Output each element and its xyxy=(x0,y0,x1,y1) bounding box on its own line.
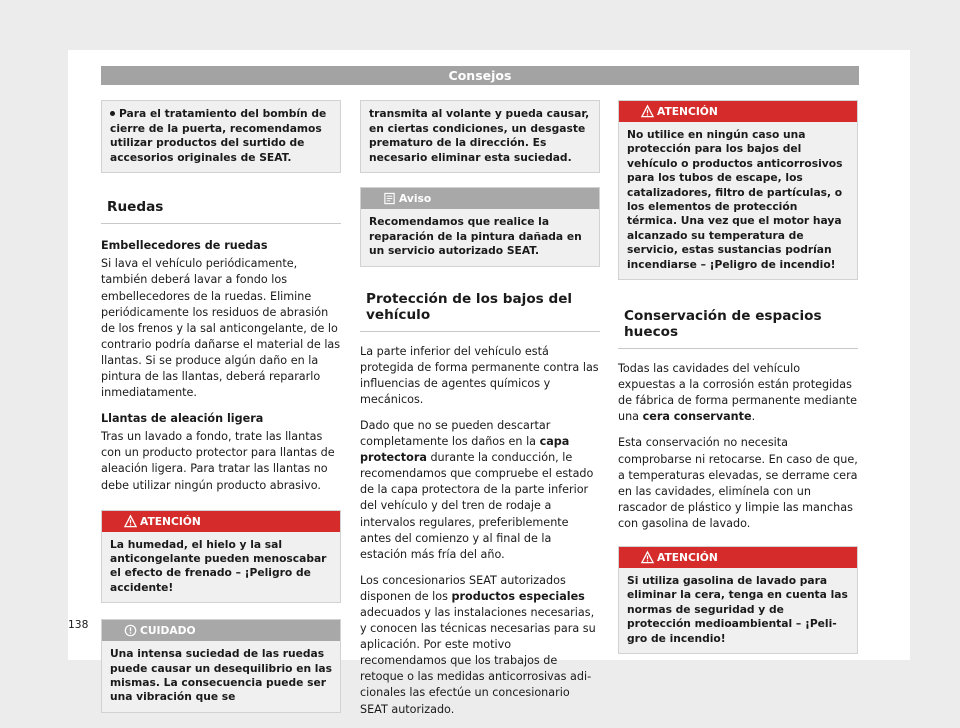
warning-label: ATENCIÓN xyxy=(657,105,718,118)
paragraph-bajos-3 xyxy=(360,573,600,718)
paragraph-bajos-1: La parte inferior del vehículo está protegida de forma permanente contra las influencias de agentes químicos y mecánicos. xyxy=(360,344,599,406)
text-run: Dado que no se pueden descartar completamente los daños en la xyxy=(360,418,551,449)
text-run: durante la conducción, le recomendamos que compruebe el estado de la capa protectora de la parte inferior del vehículo y del tren de rodaje a intervalos regulares, preferiblemente antes del comienzo y al final de la estación más fría del año. xyxy=(360,451,594,561)
page-number: 138 xyxy=(68,618,89,631)
tip-text: Para el tratamiento del bombín de cierre de la puerta, recomendamos utilizar productos del surtido de accesorios originales de SEAT. xyxy=(110,107,327,164)
note-text: Recomendamos que realice la reparación de la pintura dañada en un servicio autorizado SEAT. xyxy=(369,215,582,258)
section-title-ruedas: Ruedas xyxy=(101,199,341,224)
warning-header xyxy=(619,547,857,568)
section-title-huecos: Conservación de espacios huecos xyxy=(618,308,858,349)
subheading-llantas: Llantas de aleación ligera xyxy=(101,412,264,426)
paragraph-huecos-2: Esta conservación no necesita comprobarse ni retocarse. En caso de que, a temperaturas elevadas, se derrame cera en las cavidades, elimínela con un rascador de plástico y limpie las manchas con gasolina de lavado. xyxy=(618,436,858,530)
warning-header xyxy=(102,511,340,532)
text-run: Todas las cavidades del vehículo expuestas a la corrosión están protegidas de fábrica de forma permanente mediante una xyxy=(618,362,857,424)
bullet-icon xyxy=(110,111,115,116)
note-header xyxy=(361,188,599,209)
caution-header xyxy=(102,620,340,641)
note-label: Aviso xyxy=(399,192,432,206)
warning-triangle-icon xyxy=(641,105,654,118)
section-title-bajos: Protección de los bajos del vehículo xyxy=(360,291,600,332)
caution-box-ruedas xyxy=(101,619,341,713)
subheading-embellecedores: Embellecedores de ruedas xyxy=(101,239,268,253)
paragraph-embellecedores: Si lava el vehículo periódicamente, también deberá lavar a fondo los embellecedores de la ruedas. Elimine periódicamente los residuos de abrasión de los frenos y la sal anticongelante, de lo contrario podría dañarse el material de las llantas. Si se produce algún daño en la pintura de las llantas, deberá repararlo inmediatamente. xyxy=(101,257,341,400)
warning-box-frenado xyxy=(101,510,341,604)
warning-text: Si utiliza gasolina de lavado para eliminar la cera, tenga en cuenta las normas de seguridad y de protección medioambiental – ¡Peligro de incendio! xyxy=(627,574,848,645)
warning-label: ATENCIÓN xyxy=(657,551,718,564)
text-run: adecuados y las instalaciones necesarias, y conocen las técnicas necesarias para su aplicación. Por este motivo recomendamos que los trabajos de retoque o las medidas anticorrosivas adicionales las efectúe un concesionario SEAT autorizado. xyxy=(360,606,596,716)
tip-box xyxy=(101,100,341,173)
warning-text: La humedad, el hielo y la sal anticongelante pueden menoscabar el efecto de frenado – ¡Peligro de accidente! xyxy=(110,537,327,594)
caution-text: Una intensa suciedad de las ruedas puede causar un desequilibrio en las mismas. La consecuencia puede ser una vibración que se xyxy=(110,647,333,704)
warning-header xyxy=(619,101,857,122)
warning-text: No utilice en ningún caso una protección para los bajos del vehículo o productos anticorrosivos para los tubos de escape, los catalizadores, filtro de partículas, o los elementos de protección térmica. Una vez que el motor haya alcanzado su temperatura de servicio, estas sustancias podrían incendiarse – ¡Peligro de incendio! xyxy=(627,128,843,271)
note-icon xyxy=(383,192,396,205)
paragraph-bajos-2 xyxy=(360,418,600,563)
caution-continued-box: transmita al volante y pueda causar, en ciertas condiciones, un desgaste prematuro de la dirección. Es necesario eliminar esta suciedad. xyxy=(360,100,600,173)
info-circle-icon xyxy=(124,624,137,637)
text-run: . xyxy=(751,410,756,424)
warning-box-anticorrosivos xyxy=(618,100,858,280)
column-3 xyxy=(618,100,858,654)
paragraph-huecos-1 xyxy=(618,361,858,425)
caution-label: CUIDADO xyxy=(140,624,196,638)
warning-label: ATENCIÓN xyxy=(140,514,201,528)
warning-triangle-icon xyxy=(641,551,654,564)
page-header: Consejos xyxy=(101,66,859,85)
bold-term: productos especiales xyxy=(451,589,585,603)
warning-triangle-icon xyxy=(124,515,137,528)
note-box-pintura xyxy=(360,187,600,266)
warning-box-gasolina xyxy=(618,546,858,654)
bold-term: cera conservante xyxy=(642,410,752,424)
column-2 xyxy=(360,100,600,728)
paragraph-llantas: Tras un lavado a fondo, trate las llantas con un producto protector para llantas de aleación ligera. Para tratar las llantas no debe utilizar ningún producto abrasivo. xyxy=(101,430,335,492)
column-1 xyxy=(101,100,341,713)
bold-term: capa protectora xyxy=(360,435,570,465)
text-run: Los concesionarios SEAT autorizados disponen de los xyxy=(360,573,566,603)
